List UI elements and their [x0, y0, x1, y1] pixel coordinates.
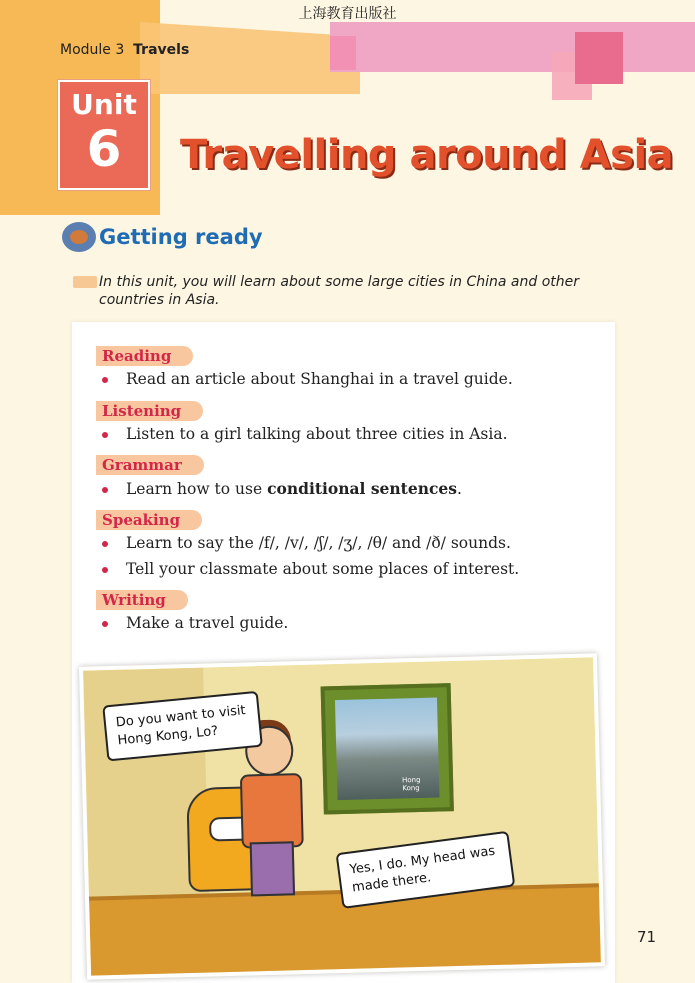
- bullet: [102, 567, 108, 573]
- header-pink-accent: [330, 36, 356, 70]
- module-number: Module 3: [60, 42, 125, 58]
- city-skyline-image: [335, 697, 440, 800]
- page-number: 71: [637, 928, 657, 946]
- skill-item: Listen to a girl talking about three cities in Asia.: [126, 425, 508, 443]
- skill-item-text: Learn how to use: [126, 480, 268, 498]
- skill-item-emphasis: conditional sentences: [267, 479, 457, 498]
- bullet: [102, 432, 108, 438]
- unit-title: Travelling around Asia: [180, 132, 674, 178]
- skill-label-reading: Reading: [96, 346, 193, 366]
- section-intro: In this unit, you will learn about some large cities in China and other countries in Asia.: [99, 274, 580, 308]
- picture-caption: Hong Kong: [401, 775, 421, 793]
- skill-item: Read an article about Shanghai in a travel guide.: [126, 370, 513, 388]
- comic-illustration: [79, 653, 605, 979]
- skill-item: Learn to say the /f/, /v/, /ʃ/, /ʒ/, /θ/ and /ð/ sounds.: [126, 534, 511, 552]
- bullet: [102, 621, 108, 627]
- boy-character-legs: [250, 841, 295, 896]
- section-title: Getting ready: [99, 225, 263, 249]
- bullet: [102, 541, 108, 547]
- module-heading: [60, 42, 189, 58]
- globe-icon: [62, 222, 96, 252]
- unit-word: Unit: [71, 88, 137, 121]
- header-pink-band: [330, 22, 695, 72]
- skill-item: Make a travel guide.: [126, 614, 289, 632]
- skill-label-listening: Listening: [96, 401, 203, 421]
- speech-bubble-robot: Yes, I do. My head was made there.: [336, 831, 516, 909]
- intro-marker: [73, 276, 97, 288]
- publisher-name: 上海教育出版社: [298, 6, 397, 22]
- skill-item: [126, 479, 462, 499]
- boy-character-body: [240, 773, 304, 849]
- header-pink-block: [575, 32, 623, 84]
- unit-badge: [58, 80, 150, 190]
- bullet: [102, 487, 108, 493]
- hong-kong-picture: [321, 683, 454, 814]
- bullet: [102, 377, 108, 383]
- skill-item-text: .: [457, 480, 462, 498]
- skill-label-writing: Writing: [96, 590, 188, 610]
- skill-label-speaking: Speaking: [96, 510, 202, 530]
- speech-bubble-boy: Do you want to visit Hong Kong, Lo?: [102, 691, 263, 762]
- unit-number: 6: [86, 120, 122, 178]
- module-name: Travels: [133, 42, 190, 58]
- skill-label-grammar: Grammar: [96, 455, 204, 475]
- skill-item: Tell your classmate about some places of interest.: [126, 560, 520, 578]
